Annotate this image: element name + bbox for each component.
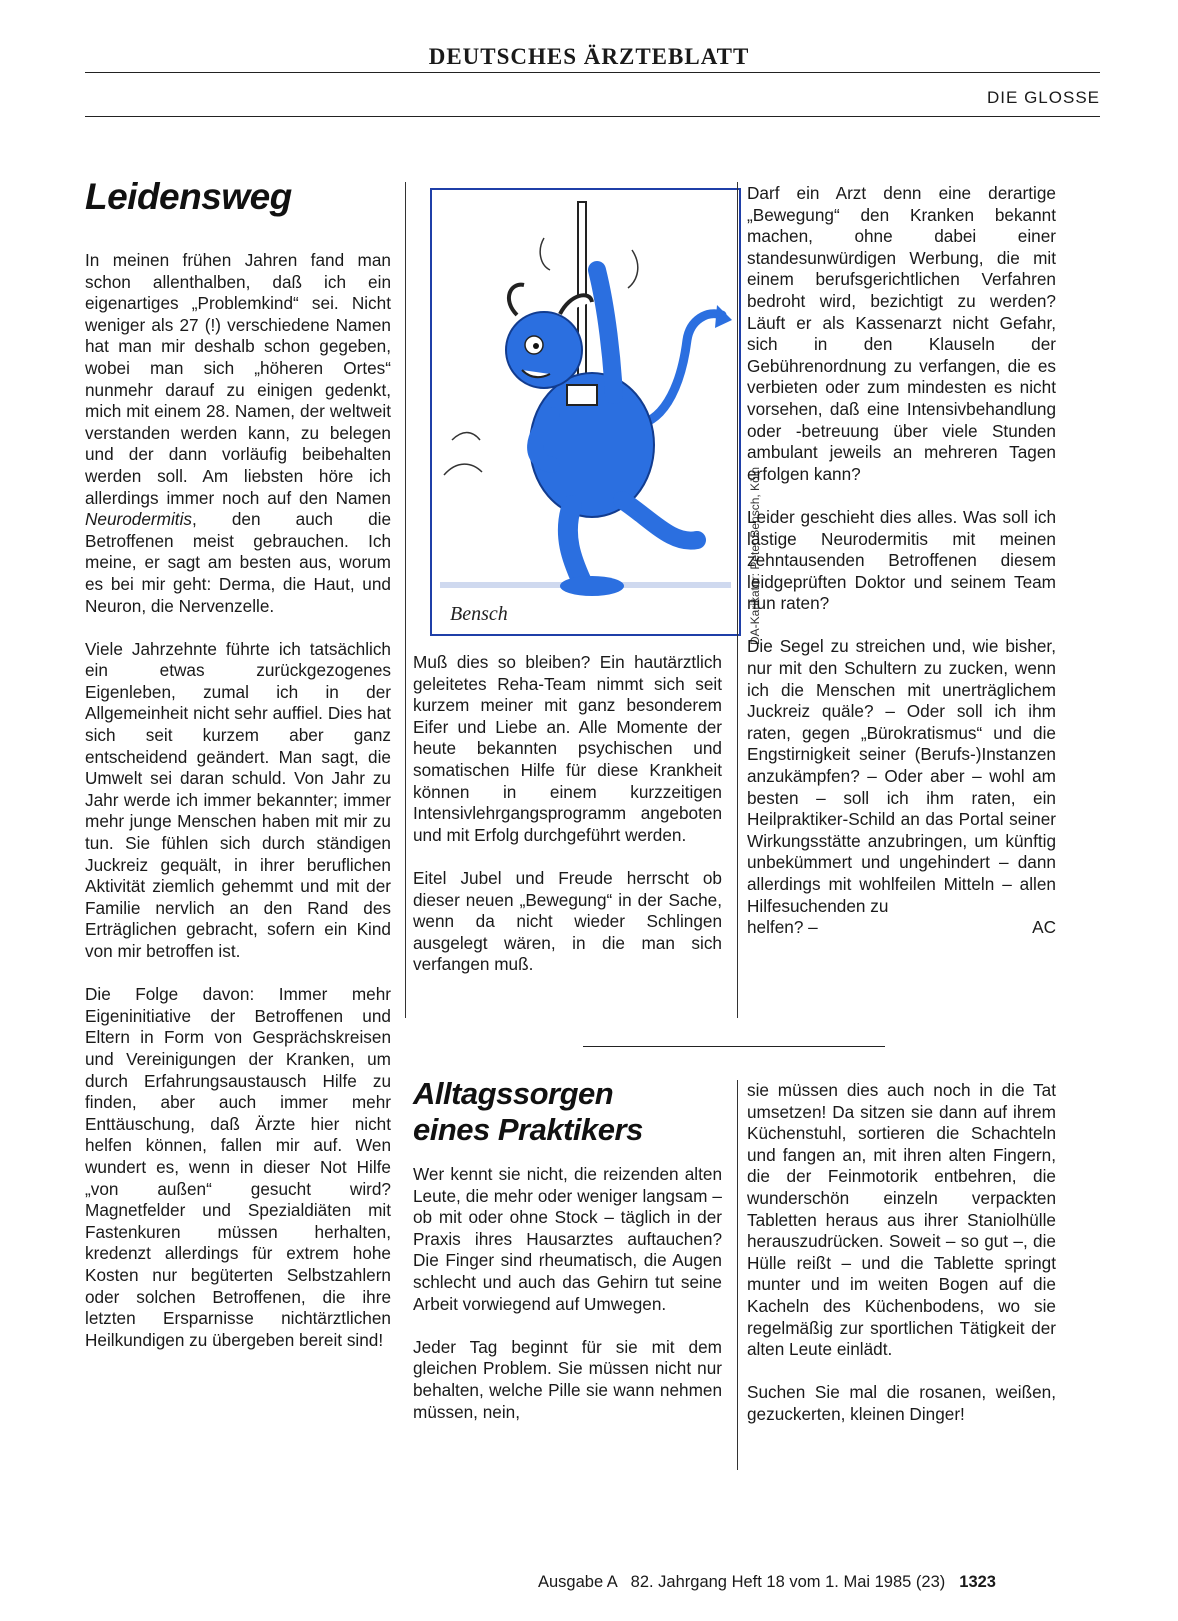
tail: [637, 314, 722, 425]
right-horn: [560, 295, 592, 314]
closing-text: helfen? –: [747, 917, 818, 938]
column-divider: [737, 182, 738, 1018]
devil-foot: [560, 576, 624, 596]
paragraph: sie müssen dies auch noch in die Tat umsetzen! Da sitzen sie dann auf ihrem Küchenstuhl, sortieren die Schachteln und fangen an, mit ihren alten Fingern, die der Feinmotorik entbehren, die wunderschön einzeln verpackten Tabletten heraus aus ihrer Staniolhülle herauszudrücken. Soweit – so gut –, die Hülle reißt – und die Tablette springt munter und im weiten Bogen auf die Kacheln des Küchenbodens, wo sie regelmäßig zur sportlichen Tätigkeit der alten Leute einlädt.: [747, 1080, 1056, 1360]
author-initials: AC: [1032, 917, 1056, 938]
section-label: DIE GLOSSE: [987, 88, 1100, 107]
article2-title-line2: eines Praktikers: [413, 1112, 643, 1147]
paragraph: Eitel Jubel und Freude herrscht ob dieser neuen „Bewegung“ in der Sache, wenn da nicht wieder Schlingen ausgelegt wären, in die man sich verfangen muß.: [413, 867, 722, 975]
masthead: DEUTSCHES ÄRZTEBLATT: [428, 44, 750, 69]
article2-title-line1: Alltagssorgen: [413, 1076, 614, 1111]
page-number: 1323: [959, 1573, 996, 1591]
article-column-3: [747, 183, 1056, 939]
section-rule: [85, 116, 1100, 117]
article2-title: [413, 1076, 643, 1148]
paragraph: Muß dies so bleiben? Ein hautärztlich geleitetes Reha-Team nimmt sich seit kurzem meiner mit ganz besonderem Eifer und Liebe an. Alle Momente der heute bekannten psychischen und somatischen Hilfe für diese Krankheit können in einem kurzzeitigen Intensivlehrgangsprogramm angeboten und mit Erfolg durchgeführt werden.: [413, 652, 722, 845]
paragraph: [747, 636, 1056, 917]
motion-line: [540, 238, 550, 270]
emphasis: Neurodermitis: [85, 509, 192, 530]
paragraph: Wer kennt sie nicht, die reizenden alten Leute, die mehr oder weniger langsam – ob mit oder ohne Stock – täglich in der Praxis ihres Hausarztes auftauchen? Die Finger sind rheumatisch, die Augen schlecht und auch das Gehirn tut seine Arbeit vorwiegend auf Umwegen.: [413, 1164, 722, 1314]
paragraph: Die Folge davon: Immer mehr Eigeninitiative der Betroffenen und Eltern in Form von Gesprächskreisen und Vereinigungen der Kranken, um durch Erfahrungsaustausch Hilfe zu finden, aber auch immer mehr Enttäuschung, daß Ärzte hier nicht helfen können, fallen mir auf. Wen wundert es, wenn in dieser Not Hilfe „von außen“ gesucht wird? Magnetfelder und Spezialdiäten mit Fastenkuren müssen herhalten, kredenzt allerdings für extrem hohe Kosten nur begüterten Selbstzahlern oder solchen Betroffenen, die ihre letzten Ersparnisse nichtärztlichen Heilkundigen zu übergeben bereit sind!: [85, 984, 391, 1350]
left-horn: [509, 285, 524, 315]
article2-column-1: [413, 1164, 722, 1423]
devil-cartoon: [432, 190, 739, 634]
paragraph: In meinen frühen Jahren fand man schon allenthalben, daß ich ein eigenartiges „Problemkind“ sei. Nicht weniger als 27 (!) verschiedene Namen hat man mir deshalb schon gegeben, wobei man sich „höheren Ortes“ nunmehr darauf zu einigen gedenkt, mich mit einem 28. Namen, der weltweit verstanden werden kann, zu belegen und der dann vorläufig beibehalten werden soll. Am liebsten höre ich allerdings immer noch auf den Namen Neurodermitis, den auch die Betroffenen meist gebrauchen. Ich meine, er sagt am besten aus, worum es bei mir geht: Derma, die Haut, und Neuron, die Nervenzelle.: [85, 250, 391, 616]
article-title: Leidensweg: [85, 176, 292, 217]
devil-pupil: [533, 343, 539, 349]
motion-line: [628, 250, 638, 288]
article-column-1: [85, 250, 391, 1351]
signoff-line: [747, 917, 1056, 939]
article2-column-2: [747, 1080, 1056, 1426]
tail-tip: [715, 305, 732, 328]
cartoon-illustration: [430, 188, 741, 636]
paragraph: Suchen Sie mal die rosanen, weißen, gezuckerten, kleinen Dinger!: [747, 1382, 1056, 1424]
paragraph: Darf ein Arzt denn eine derartige „Bewegung“ den Kranken bekannt machen, ohne dabei einer standesunwürdigen Werbung, die mit einem berufsgerichtlichen Verfahren bedroht wird, bezichtigt zu werden? Läuft er als Kassenarzt nicht Gefahr, sich in den Klauseln der Gebührenordnung zu verfangen, die es verbieten oder zum mindesten es nicht vorsehen, daß eine Intensivbehandlung oder -betreuung über viele Stunden ambulant jeweils an mehreren Tagen erfolgen kann?: [747, 183, 1056, 484]
devil-leg-kick: [622, 500, 697, 541]
column-divider: [405, 182, 406, 1018]
article-separator: [583, 1046, 885, 1047]
handle: [567, 385, 597, 405]
paragraph: Leider geschieht dies alles. Was soll ich lästige Neurodermitis mit meinen zehntausenden Betroffenen diesem leidgeprüften Doktor und seinem Team nun raten?: [747, 506, 1056, 614]
masthead-rule: [85, 72, 1100, 73]
column-divider: [737, 1080, 738, 1470]
paragraph: Jeder Tag beginnt für sie mit dem gleichen Problem. Sie müssen nicht nur behalten, welche Pille sie wann nehmen müssen, nein,: [413, 1336, 722, 1422]
motion-line: [444, 464, 482, 475]
article-column-2: [413, 652, 722, 976]
page-footer: [538, 1573, 996, 1592]
artist-signature: Bensch: [450, 603, 508, 625]
motion-line: [452, 433, 480, 441]
paragraph: Viele Jahrzehnte führte ich tatsächlich ein etwas zurückgezogenes Eigenleben, zumal ich in der Allgemeinheit nicht sehr auffiel. Dies hat sich seit kurzem aber ganz entscheidend geändert. Man sagt, die Umwelt sei daran schuld. Von Jahr zu Jahr werde ich immer bekannter; immer mehr junge Menschen haben mit mir zu tun. Sie fühlen sich durch ständigen Juckreiz gequält, in ihrer beruflichen Aktivität ziemlich gehemmt und mit der Familie nervlich an den Rand des Erträglichen gebracht, sofern ein Kind von mir betroffen ist.: [85, 638, 391, 961]
illustration-credit: DA-Karikatur: Peter Bensch, Köln: [748, 466, 762, 645]
paragraph-text: Die Segel zu streichen und, wie bisher, nur mit den Schultern zu zucken, wenn ich die Menschen mit unerträglichem Juckreiz quäle? – Oder soll ich ihm raten, gegen „Bürokratismus“ und die Engstirnigkeit seiner (Berufs-)Instanzen anzukämpfen? – Oder aber – wohl am besten – soll ich ihm raten, ein Heilpraktiker-Schild an das Portal seiner Wirkungsstätte anzubringen, um künftig unbekümmert und ungehindert – dann allerdings mit wohlfeilen Mitteln – allen Hilfesuchenden zu: [747, 636, 1056, 916]
issue-info: Ausgabe A 82. Jahrgang Heft 18 vom 1. Mai 1985 (23): [538, 1573, 946, 1591]
